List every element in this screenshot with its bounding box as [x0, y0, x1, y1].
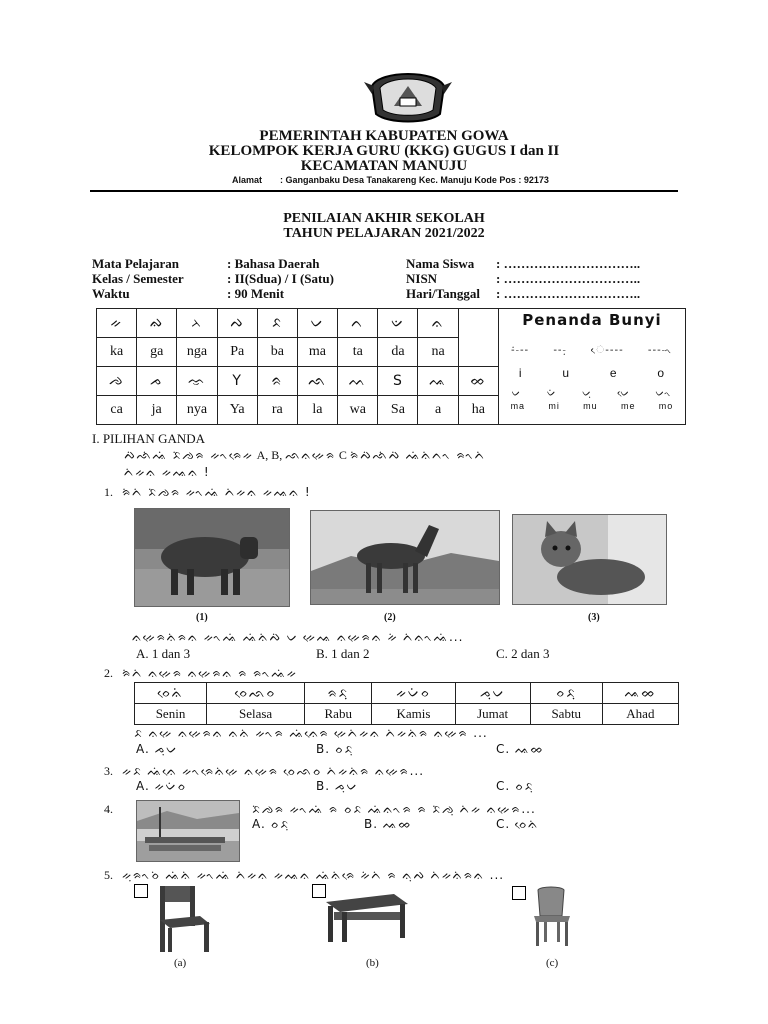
- aksara-glyph: ᨂ: [177, 309, 217, 338]
- vowel: i: [518, 366, 523, 380]
- aksara-glyph: ᨍ: [137, 367, 177, 396]
- syllable: ma: [510, 401, 526, 411]
- info-value: : Bahasa Daerah: [227, 256, 320, 271]
- option-a[interactable]: A. 1 dan 3: [136, 646, 191, 661]
- aksara-latin: ca: [97, 396, 137, 425]
- question-prompt: ᨊᨀᨙᨑᨊᨗᨑᨊ ᨀᨚᨕᨗ ᨕᨗᨊᨗᨄᨗ ᨆ ᨀᨙᨕ ᨊᨀᨙᨑᨊ ᨀᨗ ᨈᨗᨊᨚᨕᨗ...: [132, 630, 464, 644]
- option-c[interactable]: C. 2 dan 3: [496, 646, 550, 661]
- day-lontara: ᨑᨅᨘ: [305, 683, 372, 704]
- question-text: ᨑᨗᨈᨗ ᨊᨀᨙᨑ ᨊᨀᨙᨑᨊ ᨑ ᨑᨚᨕᨗᨀ: [122, 666, 298, 680]
- aksara-latin: ra: [257, 396, 297, 425]
- day-latin: Senin: [135, 704, 207, 725]
- aksara-latin: Pa: [217, 338, 257, 367]
- aksara-latin: da: [378, 338, 418, 367]
- syllable: mi: [548, 401, 560, 411]
- vowel: e: [609, 366, 618, 380]
- aksara-latin: wa: [338, 396, 378, 425]
- option-a[interactable]: A. ᨍᨘᨆ: [136, 742, 179, 756]
- aksara-glyph: S: [378, 367, 418, 396]
- cow-image: [134, 508, 290, 607]
- penanda-bunyi: [498, 309, 685, 425]
- penanda-example: ᨆᨘ: [582, 388, 593, 399]
- info-label: Mata Pelajaran: [92, 256, 180, 271]
- info-label: Waktu: [92, 286, 130, 301]
- aksara-latin: nya: [177, 396, 217, 425]
- image-caption: (b): [366, 957, 379, 969]
- header-line1: PEMERINTAH KABUPATEN GOWA: [259, 128, 509, 144]
- section-title: I. PILIHAN GANDA: [92, 431, 206, 446]
- horse-image: [310, 510, 500, 605]
- day-lontara: ᨀᨆᨗᨔ: [372, 683, 455, 704]
- aksara-table: [96, 308, 686, 425]
- aksara-glyph: ᨑ: [257, 367, 297, 396]
- penanda-example: ᨆᨗ: [546, 388, 557, 399]
- question-number: 3.: [104, 764, 113, 778]
- day-latin: Selasa: [207, 704, 305, 725]
- aksara-latin: nga: [177, 338, 217, 367]
- info-label: Nama Siswa: [406, 256, 475, 271]
- penanda-mark: ---ᨘ: [553, 345, 567, 356]
- question-text: ᨑᨗᨈᨗ ᨅᨗᨌᨑ ᨀᨚᨕᨗ ᨈᨗᨀᨊ ᨀᨕᨊ !: [122, 485, 311, 499]
- aksara-glyph: ᨌ: [97, 367, 137, 396]
- instruction: [124, 448, 486, 463]
- aksara-latin: ka: [97, 338, 137, 367]
- info-right: [406, 256, 640, 301]
- penanda-example: ᨆᨚ: [655, 388, 673, 399]
- aksara-glyph: ᨁ: [137, 309, 177, 338]
- image-caption: (a): [174, 957, 187, 969]
- ceremony-image: [136, 800, 240, 862]
- aksara-latin: la: [297, 396, 337, 425]
- option-c[interactable]: C. ᨔᨅᨘ: [496, 779, 535, 793]
- header-divider: [90, 190, 678, 192]
- aksara-glyph: ᨖ: [458, 367, 498, 396]
- day-lontara: ᨔᨙᨊᨗ: [135, 683, 207, 704]
- day-latin: Ahad: [602, 704, 678, 725]
- option-c[interactable]: C. ᨔᨙᨊᨗ: [496, 817, 540, 831]
- question-text: ᨅᨗᨌᨑ ᨀᨚᨕᨗ ᨑ ᨔᨅ ᨕᨗᨊᨚᨑ ᨑ ᨅᨗᨌᨘ ᨈᨗᨀ ᨊᨀᨙᨑ...: [252, 802, 536, 816]
- info-label: Kelas / Semester: [92, 271, 184, 286]
- question-number: 5.: [104, 868, 113, 882]
- aksara-glyph: ᨅ: [257, 309, 297, 338]
- aksara-glyph: ᨒ: [297, 367, 337, 396]
- aksara-latin: ma: [297, 338, 337, 367]
- aksara-glyph: ᨎ: [177, 367, 217, 396]
- government-logo: [362, 64, 454, 128]
- exam-title: PENILAIAN AKHIR SEKOLAH: [283, 211, 485, 226]
- day-latin: Sabtu: [530, 704, 602, 725]
- question-text: ᨀᨘᨑᨚᨔᨗ ᨕᨗᨊᨗ ᨀᨚᨕᨗ ᨈᨗᨀᨊ ᨀᨕᨊ ᨕᨗᨊᨗᨑᨙ ᨀᨗᨈᨗ ᨑ ᨊᨘᨄ ᨈᨗᨀᨊᨗᨑᨊ ...: [122, 868, 505, 882]
- syllable: mo: [658, 401, 674, 411]
- info-value: : …………………………..: [496, 256, 641, 271]
- address: : Ganganbaku Desa Tanakareng Kec. Manuju Kode Pos : 92173: [280, 175, 549, 185]
- image-caption: (3): [588, 612, 600, 623]
- aksara-glyph: ᨄ: [217, 309, 257, 338]
- header-line2: KELOMPOK KERJA GURU (KKG) GUGUS I dan II: [208, 143, 560, 159]
- aksara-empty: [458, 338, 498, 367]
- day-latin: Kamis: [372, 704, 455, 725]
- option-b[interactable]: B. ᨕᨖ: [364, 817, 413, 831]
- days-table: [134, 682, 679, 725]
- info-left: [92, 256, 334, 301]
- instruction-line2: ᨈᨗᨀᨊ ᨀᨕᨊ !: [124, 465, 210, 479]
- image-caption: (1): [196, 612, 208, 623]
- instruction-part: A, B,: [256, 448, 283, 462]
- info-label: Hari/Tanggal: [406, 286, 480, 301]
- penanda-mark: ----ᨚ: [647, 345, 673, 356]
- info-value: : …………………………..: [496, 271, 641, 286]
- wooden-chair-image: [152, 884, 214, 954]
- question-number: 2.: [104, 666, 113, 680]
- aksara-latin: ba: [257, 338, 297, 367]
- option-a[interactable]: A. ᨔᨅᨘ: [252, 817, 290, 831]
- plastic-chair-image: [530, 886, 574, 946]
- aksara-glyph: ᨈ: [338, 309, 378, 338]
- image-caption: (2): [384, 612, 396, 623]
- option-b[interactable]: B. ᨍᨘᨆ: [316, 779, 359, 793]
- instruction-part: ᨄᨗᨒᨗᨕᨗ ᨅᨗᨌᨑ ᨀᨚᨑᨙᨀ: [124, 448, 254, 462]
- day-latin: Rabu: [305, 704, 372, 725]
- answer-checkbox[interactable]: [134, 884, 148, 898]
- aksara-latin: ta: [338, 338, 378, 367]
- header-line3: KECAMATAN MANUJU: [300, 158, 468, 174]
- cat-image: [512, 514, 667, 605]
- instruction-part: ᨒᨊᨀᨙᨑ: [285, 448, 336, 462]
- aksara-glyph: Y: [217, 367, 257, 396]
- info-value: : II(Sdua) / I (Satu): [227, 271, 334, 286]
- aksara-latin: Sa: [378, 396, 418, 425]
- aksara-latin: ja: [137, 396, 177, 425]
- aksara-glyph: ᨆ: [297, 309, 337, 338]
- vowel: o: [657, 366, 666, 380]
- instruction-part: ᨑᨗᨄᨗᨒᨗᨄᨗ ᨕᨗᨊᨗᨈᨚ ᨑᨚᨈᨗ: [349, 448, 486, 462]
- penanda-mark: ᨙ----: [591, 345, 624, 356]
- aksara-latin: ha: [458, 396, 498, 425]
- question-prompt: ᨅ ᨊᨀᨙ ᨊᨀᨙᨑᨊ ᨊᨊᨗ ᨀᨚᨑ ᨕᨗᨊᨙᨑ ᨀᨙᨈᨗᨀᨊ ᨈᨗᨀᨊᨗᨑ ᨊᨀᨙᨑ ...: [134, 726, 488, 740]
- day-lontara: ᨔᨙᨒᨔ: [207, 683, 305, 704]
- aksara-latin: Ya: [217, 396, 257, 425]
- penanda-example: ᨆ: [511, 388, 522, 399]
- option-a[interactable]: A. ᨀᨆᨗᨔ: [136, 779, 187, 793]
- aksara-empty: [458, 309, 498, 338]
- penanda-example: ᨆᨙ: [617, 388, 631, 399]
- desk-image: [324, 892, 410, 942]
- syllable: mu: [583, 401, 598, 411]
- day-lontara: ᨍᨘᨆ: [455, 683, 530, 704]
- answer-checkbox[interactable]: [512, 886, 526, 900]
- image-caption: (c): [546, 957, 559, 969]
- info-value: : …………………………..: [496, 286, 641, 301]
- aksara-glyph: ᨕ: [418, 367, 458, 396]
- syllable: me: [620, 401, 636, 411]
- info-value: : 90 Menit: [227, 286, 285, 301]
- aksara-glyph: ᨀ: [97, 309, 137, 338]
- question-number: 4.: [104, 802, 113, 816]
- address-label: Alamat: [232, 175, 263, 185]
- penanda-mark: --ᨗ--: [511, 345, 530, 356]
- question-text: ᨀᨅ ᨕᨗᨊᨙ ᨀᨚᨑᨙᨊᨗᨀᨙ ᨊᨀᨙᨑ ᨔᨙᨒᨔ ᨈᨗᨀᨊᨗᨑ ᨊᨀᨙᨑ...: [122, 764, 425, 778]
- aksara-glyph: ᨉ: [378, 309, 418, 338]
- info-label: NISN: [406, 271, 438, 286]
- day-lontara: ᨕᨖ: [602, 683, 678, 704]
- day-latin: Jumat: [455, 704, 530, 725]
- aksara-latin: na: [418, 338, 458, 367]
- vowel: u: [562, 366, 571, 380]
- option-c[interactable]: C. ᨕᨖ: [496, 742, 545, 756]
- day-lontara: ᨔᨅᨘ: [530, 683, 602, 704]
- option-b[interactable]: B. ᨔᨅᨘ: [316, 742, 355, 756]
- instruction-part: C: [338, 448, 347, 462]
- aksara-latin: ga: [137, 338, 177, 367]
- exam-year: TAHUN PELAJARAN 2021/2022: [283, 226, 485, 241]
- penanda-title: Penanda Bunyi: [522, 311, 662, 329]
- aksara-glyph: ᨓ: [338, 367, 378, 396]
- aksara-latin: a: [418, 396, 458, 425]
- option-b[interactable]: B. 1 dan 2: [316, 646, 370, 661]
- aksara-glyph: ᨊ: [418, 309, 458, 338]
- question-number: 1.: [104, 485, 113, 499]
